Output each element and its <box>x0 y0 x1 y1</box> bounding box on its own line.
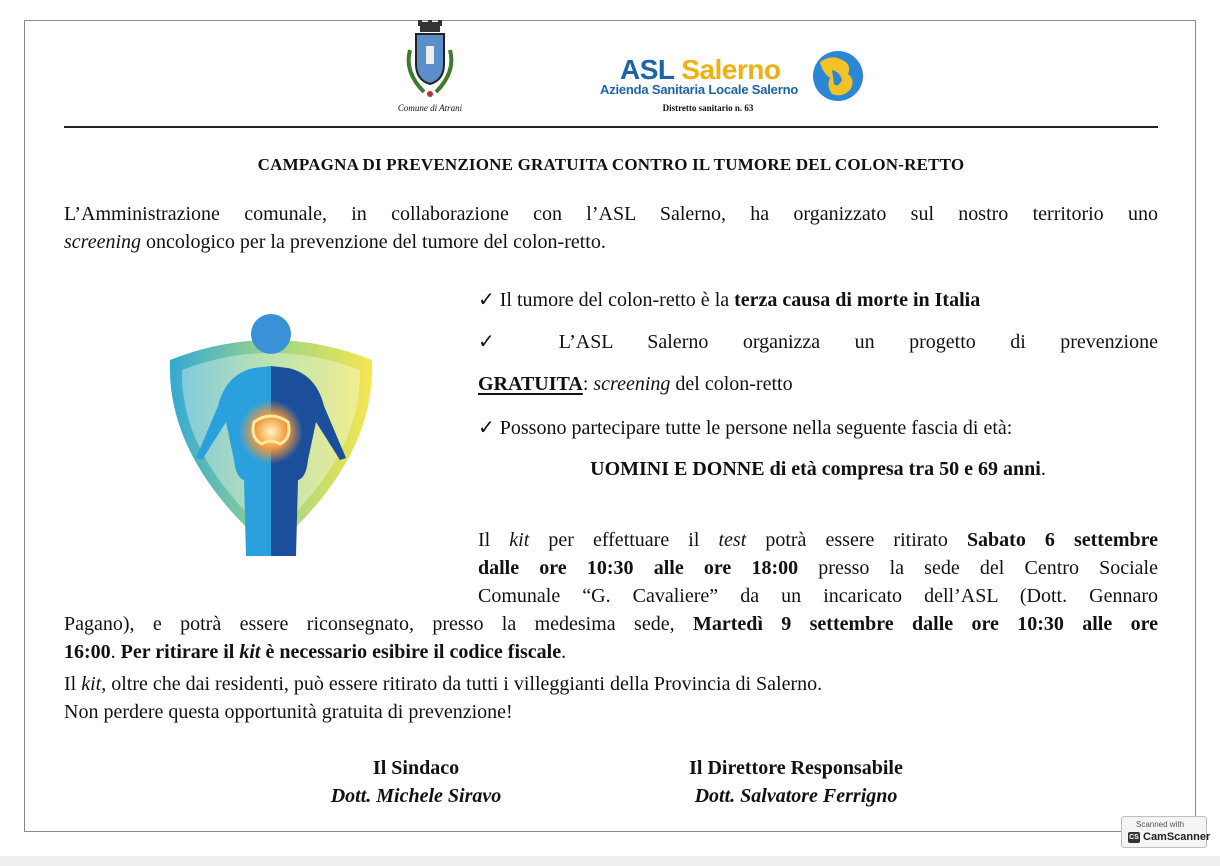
sindaco-name: Dott. Michele Siravo <box>330 785 502 807</box>
kit-l5-dot: . <box>110 641 121 663</box>
kit-l4-date: Martedì 9 settembre dalle ore 10:30 alle ore <box>692 613 1158 635</box>
intro-line-2 <box>64 228 1158 256</box>
intro-rest: oncologico per la prevenzione del tumore del colon-retto. <box>141 231 606 253</box>
scanned-with-label: Scanned with <box>1136 820 1185 829</box>
header-divider <box>64 126 1158 128</box>
kit-l5-end: . <box>561 641 567 663</box>
bullet-2-colon: : <box>582 373 594 395</box>
bullet-2-line-2 <box>478 370 1158 398</box>
kit-l1-date: Sabato 6 settembre <box>966 529 1159 551</box>
age-range <box>478 455 1158 483</box>
camscanner-label: CamScanner <box>1143 831 1211 843</box>
kit-l2-hours: dalle ore 10:30 alle ore 18:00 <box>478 557 799 579</box>
kit-l5-time: 16:00 <box>64 641 111 663</box>
asl-globe-icon <box>812 50 864 102</box>
kit-l1-c: potrà essere ritirato <box>746 529 967 551</box>
asl-logo-part1: ASL <box>620 54 674 85</box>
check-icon: ✓ <box>478 417 495 439</box>
kit-l5-b2: Per ritirare il <box>120 641 240 663</box>
age-range-dot: . <box>1040 458 1046 480</box>
kit-l6-b: , oltre che dai residenti, può essere ritirato da tutti i villeggianti della Provincia di Salerno. <box>101 673 823 695</box>
kit-line-2 <box>478 554 1158 582</box>
kit-l1-a: Il <box>478 529 510 551</box>
asl-subtitle: Azienda Sanitaria Locale Salerno <box>600 82 799 97</box>
kit-line-3: Comunale “G. Cavaliere” da un incaricato dell’ASL (Dott. Gennaro <box>478 585 1158 607</box>
bottom-strip <box>0 856 1220 866</box>
kit-l4-a: Pagano), e potrà essere riconsegnato, presso la medesima sede, <box>64 613 693 635</box>
asl-logo-part2: Salerno <box>681 54 781 85</box>
sindaco-title: Il Sindaco <box>372 757 460 779</box>
bullet-2-end: del colon-retto <box>670 373 793 395</box>
distretto-caption: Distretto sanitario n. 63 <box>662 103 754 113</box>
kit-l2-rest: presso la sede del Centro Sociale <box>798 557 1158 579</box>
body-shield-illustration <box>164 310 378 556</box>
check-icon: ✓ <box>478 331 525 353</box>
intro-paragraph <box>64 200 1158 256</box>
signature-direttore <box>660 754 932 810</box>
intro-screening: screening <box>64 231 142 253</box>
kit-l1-test: test <box>718 529 747 551</box>
kit-line-4 <box>64 610 1158 638</box>
camscanner-badge <box>1121 816 1211 848</box>
kit-l5-b3: è necessario esibire il codice fiscale <box>260 641 562 663</box>
bullet-3-text: Possono partecipare tutte le persone nella seguente fascia di età: <box>494 417 1013 439</box>
bullet-1-bold: terza causa di morte in Italia <box>734 289 981 311</box>
kit-line-6 <box>64 670 1158 698</box>
bullet-2-text: L’ASL Salerno organizza un progetto di prevenzione <box>524 331 1158 353</box>
camscanner-icon: CS <box>1129 834 1139 841</box>
kit-l6-a: Il <box>64 673 82 695</box>
kit-l5-kit: kit <box>239 641 261 663</box>
kit-line-5 <box>64 638 1158 666</box>
gratuita-label: GRATUITA <box>478 373 583 395</box>
direttore-title: Il Direttore Responsabile <box>689 757 903 779</box>
comune-crest-icon <box>400 20 460 100</box>
bullet-2-line-1 <box>478 328 1158 356</box>
bullet-1-text: Il tumore del colon-retto è la <box>494 289 735 311</box>
comune-caption: Comune di Atrani <box>397 103 463 113</box>
age-range-bold: UOMINI E DONNE di età compresa tra 50 e 69 anni <box>590 458 1041 480</box>
check-icon: ✓ <box>478 289 495 311</box>
bullet-2-screening: screening <box>593 373 671 395</box>
kit-paragraph-top <box>478 526 1158 610</box>
kit-l1-kit: kit <box>509 529 530 551</box>
bullet-1 <box>478 286 1158 314</box>
page-title: CAMPAGNA DI PREVENZIONE GRATUITA CONTRO IL TUMORE DEL COLON-RETTO <box>257 155 965 174</box>
kit-l6-kit: kit <box>81 673 102 695</box>
signature-sindaco <box>306 754 526 810</box>
kit-line-1 <box>478 526 1158 554</box>
kit-l1-b: per effettuare il <box>529 529 719 551</box>
intro-line-1: L’Amministrazione comunale, in collaborazione con l’ASL Salerno, ha organizzato sul nostro territorio uno <box>64 203 1158 225</box>
kit-line-7: Non perdere questa opportunità gratuita di prevenzione! <box>64 701 513 723</box>
bullet-3 <box>478 414 1158 442</box>
direttore-name: Dott. Salvatore Ferrigno <box>694 785 898 807</box>
